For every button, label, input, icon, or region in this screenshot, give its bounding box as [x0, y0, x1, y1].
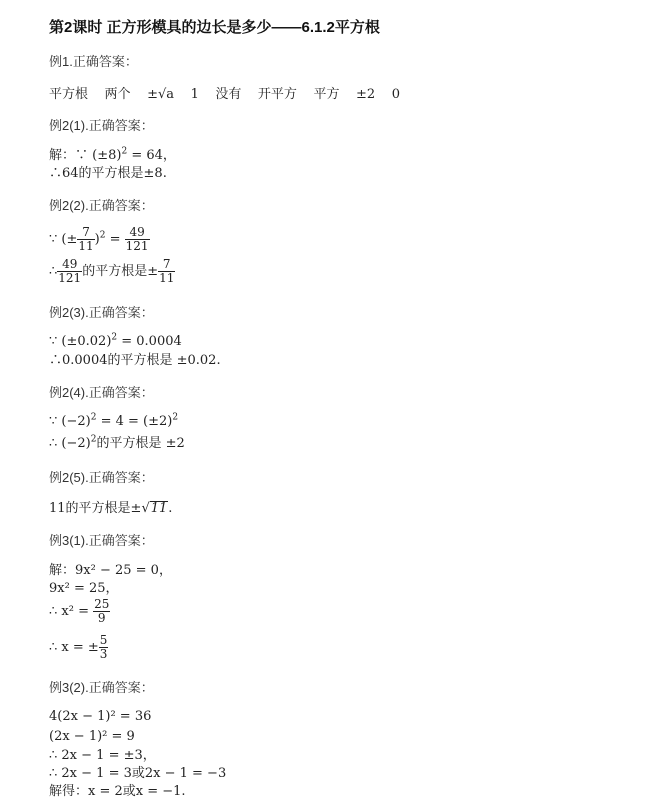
ex3-1-label: 例3(1).正确答案：	[49, 533, 154, 548]
ex3-2-line2: (2x − 1)² = 9	[49, 729, 135, 744]
fraction: $\frac{49}{121}$	[125, 225, 149, 253]
ex1-answer-3: ±√a	[147, 87, 175, 102]
ex2-5-line1: 11的平方根是±√11.	[49, 501, 173, 516]
ex2-4-label: 例2(4).正确答案：	[49, 385, 154, 400]
ex2-3-line2: ∴0.0004的平方根是 ±0.02.	[49, 353, 221, 368]
ex1-answer-9: 0	[391, 87, 400, 102]
fraction: $\frac{7}{11}$	[159, 257, 175, 285]
ex3-1-line4: ∴ x = ± $\frac{5}{3}$	[49, 633, 108, 661]
ex3-2-line5: 解得：x = 2或x = −1.	[49, 784, 186, 799]
ex2-1-line1: 解：∵ $(\pm 8)^2 = 64$，	[49, 146, 176, 163]
radicand: 11	[150, 501, 168, 516]
ex2-2-line1: ∵ (± $\frac{7}{11}$ )$^2$ = $\frac{49}{121}$	[49, 225, 149, 253]
ex1-answer-7: 平方	[313, 87, 340, 102]
ex2-5-label: 例2(5).正确答案：	[49, 470, 154, 485]
ex3-2-line3: ∴ 2x − 1 = ±3，	[49, 748, 156, 763]
ex3-2-line4: ∴ 2x − 1 = 3或2x − 1 = −3	[49, 766, 227, 781]
ex1-answer-6: 开平方	[257, 87, 297, 102]
fraction: $\frac{7}{11}$	[78, 225, 94, 253]
ex3-1-line3: ∴ x² = $\frac{25}{9}$	[49, 597, 110, 625]
fraction: $\frac{49}{121}$	[58, 257, 82, 285]
ex3-2-line1: 4(2x − 1)² = 36	[49, 709, 152, 724]
ex1-answer-4: 1	[190, 87, 199, 102]
ex1-answer-2: 两个	[104, 87, 131, 102]
ex2-4-line1: ∵ $(-2)^2 = 4 = (\pm 2)^2$	[49, 412, 179, 429]
fraction: $\frac{25}{9}$	[94, 597, 110, 625]
ex2-3-label: 例2(3).正确答案：	[49, 305, 154, 320]
ex3-2-label: 例3(2).正确答案：	[49, 680, 154, 695]
fraction: $\frac{5}{3}$	[99, 633, 108, 661]
ex2-4-line2: ∴ $(-2)^2$的平方根是 ±2	[49, 434, 185, 451]
ex3-1-line1: 解：9x² − 25 = 0，	[49, 563, 172, 578]
ex2-1-label: 例2(1).正确答案：	[49, 118, 154, 133]
ex2-1-line2: ∴64的平方根是±8.	[49, 166, 167, 181]
ex1-answers	[49, 87, 400, 103]
page-title: 第2课时 正方形模具的边长是多少——6.1.2平方根	[49, 19, 380, 36]
ex2-3-line1: ∵ $(\pm 0.02)^2 = 0.0004$	[49, 332, 182, 349]
ex1-answer-1: 平方根	[49, 87, 89, 102]
ex1-answer-8: ±2	[356, 87, 376, 102]
ex3-1-line2: 9x² = 25，	[49, 581, 119, 596]
ex2-2-label: 例2(2).正确答案：	[49, 198, 154, 213]
ex1-label: 例1.正确答案：	[49, 54, 138, 69]
ex1-answer-5: 没有	[215, 87, 242, 102]
ex2-2-line2: ∴ $\frac{49}{121}$ 的平方根是± $\frac{7}{11}$	[49, 257, 175, 285]
